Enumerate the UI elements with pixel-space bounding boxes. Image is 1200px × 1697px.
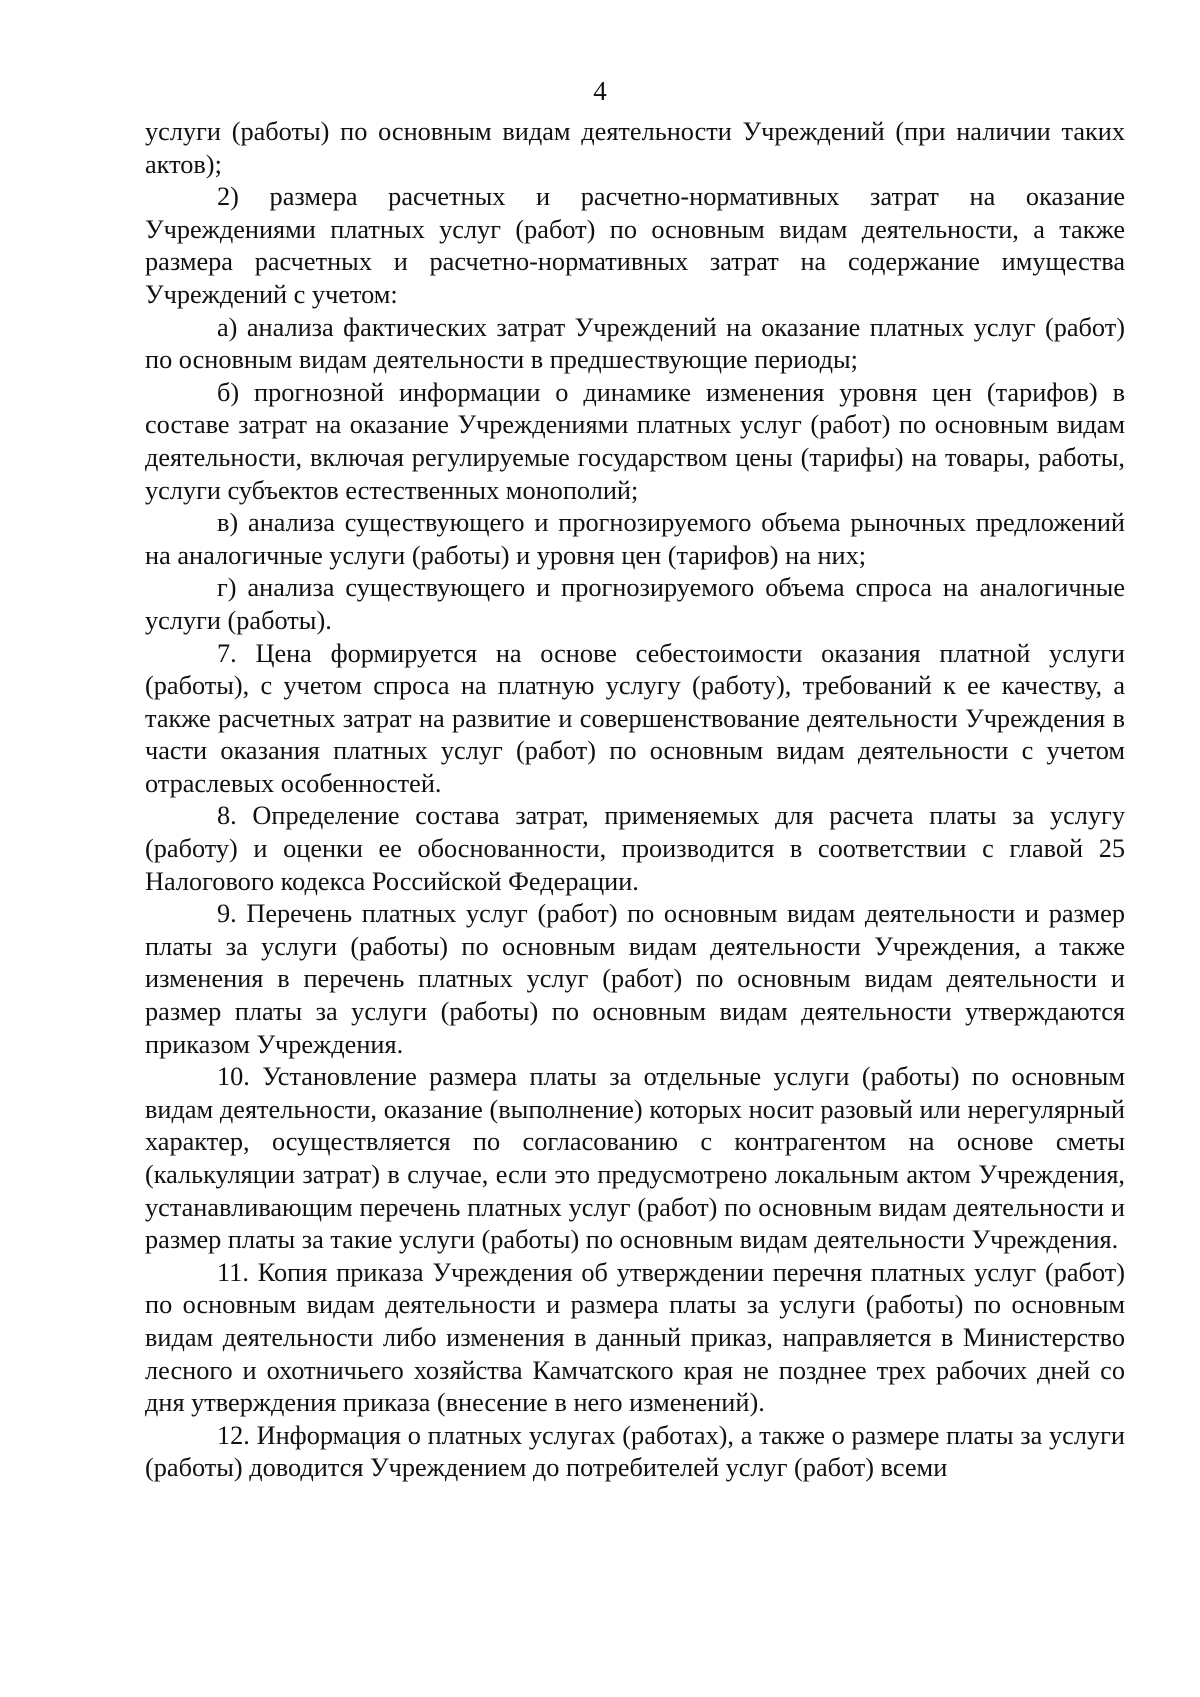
paragraph-continuation: услуги (работы) по основным видам деятельности Учреждений (при наличии таких актов); [145,117,1125,179]
paragraph-section-7: 7. Цена формируется на основе себестоимости оказания платной услуги (работы), с учетом спроса на платную услугу (работу), требований к ее качеству, а также расчетных затрат на развитие и совершенствование деятельности Учреждения в части оказания платных услуг (работ) по основным видам деятельности с учетом отраслевых особенностей. [145,638,1125,798]
paragraph-item-2: 2) размера расчетных и расчетно-нормативных затрат на оказание Учреждениями платных услуг (работ) по основным видам деятельности, а также размера расчетных и расчетно-нормативных затрат на содержание имущества Учреждений с учетом: [145,182,1125,309]
page-number: 4 [593,76,607,106]
paragraph-subitem-b: б) прогнозной информации о динамике изменения уровня цен (тарифов) в составе затрат на оказание Учреждениями платных услуг (работ) по основным видам деятельности, включая регулируемые государством цены (тарифы) на товары, работы, услуги субъектов естественных монополий; [145,377,1125,505]
paragraph-section-12: 12. Информация о платных услугах (работах), а также о размере платы за услуги (работы) доводится Учреждением до потребителей услуг (работ) всеми [145,1420,1125,1483]
paragraph-subitem-g: г) анализа существующего и прогнозируемого объема спроса на аналогичные услуги (работы). [145,573,1125,635]
paragraph-section-10: 10. Установление размера платы за отдельные услуги (работы) по основным видам деятельности, оказание (выполнение) которых носит разовый или нерегулярный характер, осуществляется по согласованию с контрагентом на основе сметы (калькуляции затрат) в случае, если это предусмотрено локальным актом Учреждения, устанавливающим перечень платных услуг (работ) по основным видам деятельности и размер платы за такие услуги (работы) по основным видам деятельности Учреждения. [145,1062,1125,1255]
document-body [145,116,1125,1485]
paragraph-section-8: 8. Определение состава затрат, применяемых для расчета платы за услугу (работу) и оценки ее обоснованности, производится в соответствии с главой 25 Налогового кодекса Российской Федерации. [145,801,1125,896]
paragraph-section-11: 11. Копия приказа Учреждения об утверждении перечня платных услуг (работ) по основным видам деятельности и размера платы за услуги (работы) по основным видам деятельности либо изменения в данный приказ, направляется в Министерство лесного и охотничьего хозяйства Камчатского края не позднее трех рабочих дней со дня утверждения приказа (внесение в него изменений). [145,1257,1125,1418]
paragraph-subitem-a: а) анализа фактических затрат Учреждений на оказание платных услуг (работ) по основным видам деятельности в предшествующие периоды; [145,312,1125,375]
paragraph-section-9: 9. Перечень платных услуг (работ) по основным видам деятельности и размер платы за услуги (работы) по основным видам деятельности Учреждения, а также изменения в перечень платных услуг (работ) по основным видам деятельности и размер платы за услуги (работы) по основным видам деятельности утверждаются приказом Учреждения. [145,899,1125,1059]
paragraph-subitem-v: в) анализа существующего и прогнозируемого объема рыночных предложений на аналогичные услуги (работы) и уровня цен (тарифов) на них; [145,508,1125,570]
